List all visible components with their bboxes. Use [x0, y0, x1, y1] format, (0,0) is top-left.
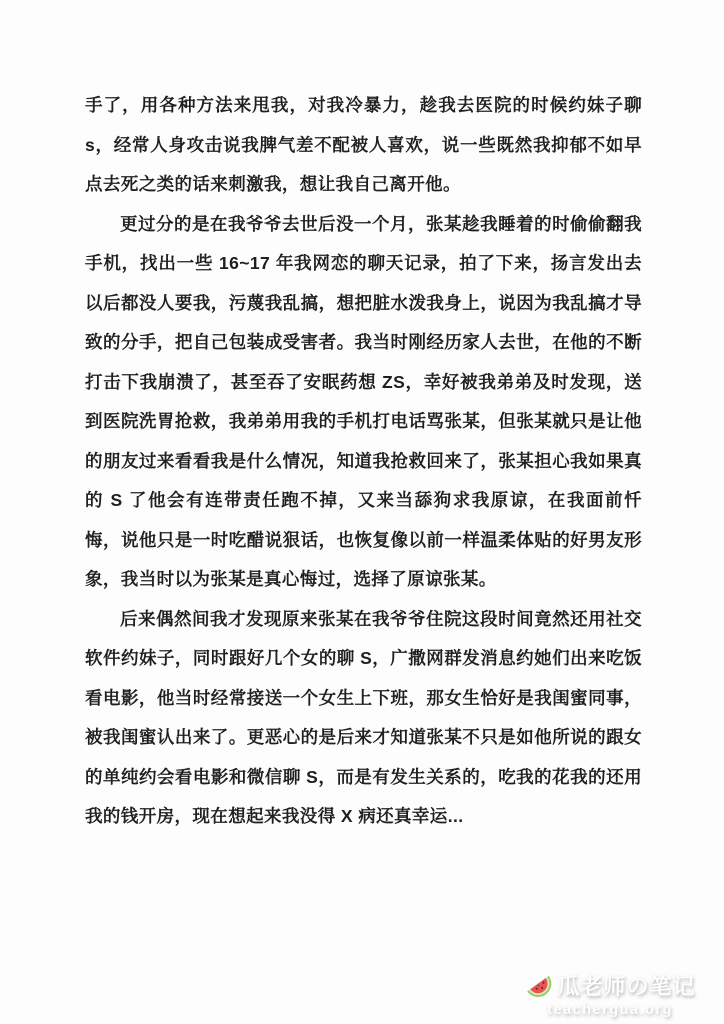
- document-body: [85, 86, 642, 837]
- watermark-url: teachergua.org: [547, 1002, 673, 1018]
- watermark-row: [512, 969, 708, 1001]
- paragraph: 手了，用各种方法来甩我，对我冷暴力，趁我去医院的时候约妹子聊 s，经常人身攻击说我脾气差不配被人喜欢，说一些既然我抑郁不如早点去死之类的话来刺激我，想让我自己离开他。: [85, 95, 642, 194]
- paragraph: 更过分的是在我爷爷去世后没一个月，张某趁我睡着的时偷偷翻我手机，找出一些 16~17 年我网恋的聊天记录，拍了下来，扬言发出去以后都没人要我，污蔑我乱搞，想把脏水泼我身上，说因为我乱搞才导致的分手，把自己包装成受害者。我当时刚经历家人去世，在他的不断打击下我崩溃了，甚至吞了安眠药想 ZS，幸好被我弟弟及时发现，送到医院洗胃抢救，我弟弟用我的手机打电话骂张某，但张某就只是让他的朋友过来看看我是什么情况，知道我抢救回来了，张某担心我如果真的 S 了他会有连带责任跑不掉，又来当舔狗求我原谅，在我面前忏悔，说他只是一时吃醋说狠话，也恢复像以前一样温柔体贴的好男友形象，我当时以为张某是真心悔过，选择了原谅张某。: [85, 213, 642, 589]
- watermelon-icon: [522, 967, 556, 1003]
- paragraph: 后来偶然间我才发现原来张某在我爷爷住院这段时间竟然还用社交软件约妹子，同时跟好几个女的聊 S，广撒网群发消息约她们出来吃饭看电影，他当时经常接送一个女生上下班，那女生恰好是我闺蜜同事，被我闺蜜认出来了。更恶心的是后来才知道张某不只是如他所说的跟女的单纯约会看电影和微信聊 S，而是有发生关系的，吃我的花我的还用我的钱开房，现在想起来我没得 X 病还真幸运...: [85, 608, 642, 826]
- watermark-title: 瓜老师の笔记: [557, 973, 696, 999]
- watermark: [512, 969, 708, 1018]
